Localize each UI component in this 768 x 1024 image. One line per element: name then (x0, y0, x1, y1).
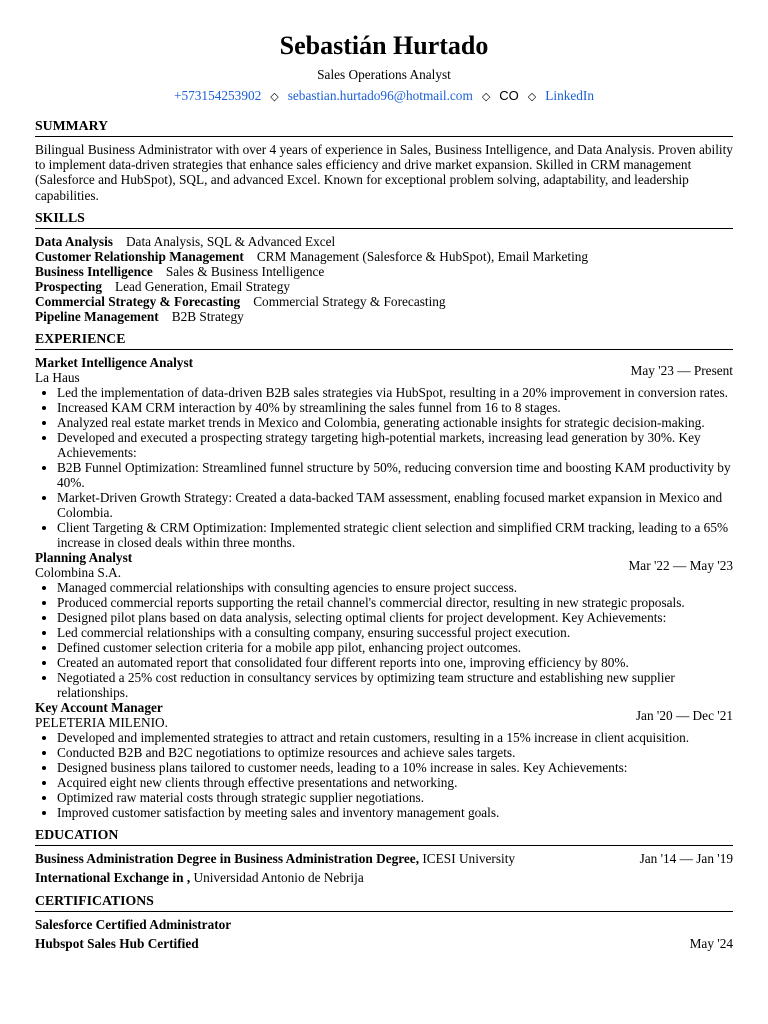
skill-value: Lead Generation, Email Strategy (114, 278, 290, 294)
certification-entry (35, 917, 733, 933)
skill-category: Customer Relationship Management (35, 248, 244, 264)
job-entry (35, 550, 733, 700)
skill-value: CRM Management (Salesforce & HubSpot), Email Marketing (256, 248, 589, 264)
bullet-item: • Defined customer selection criteria for a mobile app pilot, enhancing project outcomes. (57, 640, 733, 655)
job-header (35, 550, 733, 580)
skills-list (35, 234, 733, 324)
education-degree: Business Administration Degree in Business Administration Degree, (35, 850, 420, 866)
bullet-item: • Conducted B2B and B2C negotiations to optimize resources and achieve sales targets. (57, 745, 733, 760)
skills-heading: SKILLS (35, 210, 733, 229)
bullet-item: • Developed and implemented strategies to attract and retain customers, resulting in a 15% increase in client acquisition. (57, 730, 733, 745)
candidate-title: Sales Operations Analyst (317, 67, 451, 82)
education-date: Jan '14 — Jan '19 (639, 850, 733, 866)
job-bullets (35, 580, 733, 700)
certification-entry (35, 936, 733, 952)
skill-category: Prospecting (35, 278, 102, 294)
bullet-item: • Led the implementation of data-driven B2B sales strategies via HubSpot, resulting in a 20% improvement in conversion rates. (57, 385, 733, 400)
skill-category: Commercial Strategy & Forecasting (35, 293, 241, 309)
job-company: PELETERIA MILENIO. (35, 714, 168, 730)
bullet-item: • Acquired eight new clients through effective presentations and networking. (57, 775, 733, 790)
bullet-item: • Created an automated report that consolidated four different reports into one, improving efficiency by 80%. (57, 655, 733, 670)
bullet-item: • Improved customer satisfaction by meeting sales and inventory management goals. (57, 805, 733, 820)
linkedin-link[interactable]: LinkedIn (545, 88, 594, 103)
bullet-item: • Developed and executed a prospecting strategy targeting high-potential markets, increasing lead generation by 30%. Key Achievements: (57, 430, 733, 460)
candidate-name: Sebastián Hurtado (279, 31, 489, 60)
certification-name: Salesforce Certified Administrator (35, 916, 232, 932)
skill-row (35, 234, 733, 249)
job-title: Planning Analyst (35, 549, 133, 565)
skill-category: Business Intelligence (35, 263, 153, 279)
skill-row (35, 294, 733, 309)
education-entry (35, 851, 733, 867)
job-company: La Haus (35, 369, 80, 385)
bullet-item: • B2B Funnel Optimization: Streamlined funnel structure by 50%, reducing conversion time and boosting KAM productivity by 40%. (57, 460, 733, 490)
bullet-item: • Client Targeting & CRM Optimization: Implemented strategic client selection and simplified CRM tracking, leading to a 65% increase in closed deals within three months. (57, 520, 733, 550)
certification-name: Hubspot Sales Hub Certified (35, 935, 199, 951)
job-title: Key Account Manager (35, 699, 163, 715)
summary-text: Bilingual Business Administrator with over 4 years of experience in Sales, Business Intelligence, and Data Analysis. Proven ability to implement data-driven strategies that enhance sales efficiency and drive market expansion. Skilled in CRM management (Salesforce and HubSpot), SQL, and advanced Excel. Known for exceptional problem solving, adaptability, and leadership capabilities. (35, 142, 733, 203)
bullet-item: • Optimized raw material costs through strategic supplier negotiations. (57, 790, 733, 805)
job-date: Jan '20 — Dec '21 (635, 707, 733, 723)
bullet-item: • Designed business plans tailored to customer needs, leading to a 10% increase in sales. Key Achievements: (57, 760, 733, 775)
job-date: Mar '22 — May '23 (628, 557, 733, 573)
certification-date: May '24 (689, 935, 733, 951)
job-date: May '23 — Present (630, 362, 733, 378)
education-school: ICESI University (422, 850, 516, 866)
job-entry (35, 700, 733, 820)
bullet-item: • Produced commercial reports supporting the retail channel's commercial director, resulting in new strategic proposals. (57, 595, 733, 610)
phone-link[interactable]: +573154253902 (173, 88, 262, 103)
job-company: Colombina S.A. (35, 564, 122, 580)
bullet-item: • Increased KAM CRM interaction by 40% by streamlining the sales funnel from 16 to 8 stages. (57, 400, 733, 415)
job-title: Market Intelligence Analyst (35, 354, 194, 370)
skill-value: Sales & Business Intelligence (165, 263, 325, 279)
experience-heading: EXPERIENCE (35, 331, 733, 350)
education-degree: International Exchange in , (35, 869, 191, 885)
bullet-item: • Market-Driven Growth Strategy: Created a data-backed TAM assessment, enabling focused market expansion in Mexico and Colombia. (57, 490, 733, 520)
skill-row (35, 309, 733, 324)
education-entry (35, 870, 733, 886)
skill-row (35, 249, 733, 264)
skill-row (35, 279, 733, 294)
bullet-item: • Designed pilot plans based on data analysis, selecting optimal clients for project development. Key Achievements: (57, 610, 733, 625)
job-entry (35, 355, 733, 550)
skill-category: Data Analysis (35, 233, 113, 249)
bullet-item: • Analyzed real estate market trends in Mexico and Colombia, generating actionable insights for strategic decision-making. (57, 415, 733, 430)
skill-value: B2B Strategy (171, 308, 244, 324)
skill-value: Commercial Strategy & Forecasting (253, 293, 446, 309)
bullet-item: • Negotiated a 25% cost reduction in consultancy services by optimizing team structure and establishing new supplier relationships. (57, 670, 733, 700)
skill-value: Data Analysis, SQL & Advanced Excel (125, 233, 336, 249)
diamond-separator-icon: ◇ (527, 91, 537, 103)
skill-row (35, 264, 733, 279)
location-text: CO (499, 88, 519, 103)
education-heading: EDUCATION (35, 827, 733, 846)
skill-category: Pipeline Management (35, 308, 159, 324)
summary-heading: SUMMARY (35, 118, 733, 137)
diamond-separator-icon: ◇ (481, 91, 491, 103)
bullet-item: • Managed commercial relationships with consulting agencies to ensure project success. (57, 580, 733, 595)
diamond-separator-icon: ◇ (270, 91, 279, 103)
job-bullets (35, 730, 733, 820)
contact-line (35, 88, 733, 105)
certifications-heading: CERTIFICATIONS (35, 893, 733, 912)
bullet-item: • Led commercial relationships with a consulting company, ensuring successful project execution. (57, 625, 733, 640)
email-link[interactable]: sebastian.hurtado96@hotmail.com (287, 88, 473, 103)
job-bullets (35, 385, 733, 550)
job-header (35, 700, 733, 730)
education-school: Universidad Antonio de Nebrija (193, 869, 364, 885)
job-header (35, 355, 733, 385)
